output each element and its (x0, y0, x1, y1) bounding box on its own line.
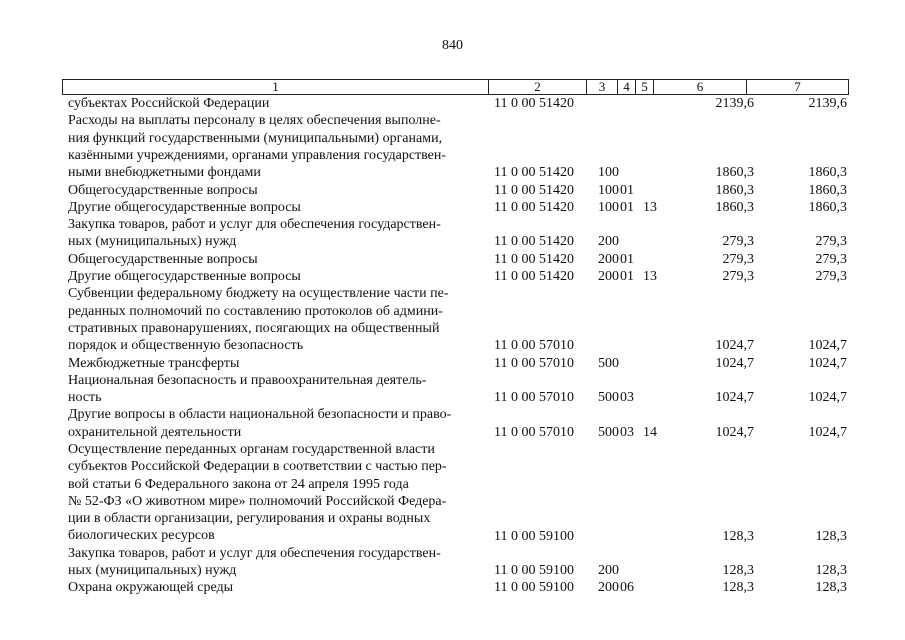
row-name-line: Субвенции федеральному бюджету на осуществление части пе- (68, 286, 449, 302)
row-name-line: порядок и общественную безопасность (68, 338, 304, 354)
row-vr: 500 (598, 390, 619, 406)
row-name-line: Общегосударственные вопросы (68, 251, 258, 267)
header-col-5: 5 (636, 80, 654, 94)
row-code: 11 0 00 51420 (494, 96, 574, 111)
row-name-line: Расходы на выплаты персоналу в целях обеспечения выполне- (68, 113, 441, 129)
row-name (68, 251, 486, 268)
row-value-7: 128,3 (815, 580, 847, 596)
row-name-line: Осуществление переданных органам государственной власти (68, 442, 435, 457)
row-name-line: вой статьи 6 Федерального закона от 24 апреля 1995 года (68, 476, 409, 492)
row-value-6: 1860,3 (715, 182, 754, 198)
page-number: 840 (442, 38, 463, 53)
row-pr: 13 (643, 269, 657, 284)
row-value-6: 279,3 (722, 269, 754, 284)
row-name-line: № 52-ФЗ «О животном мире» полномочий Российской Федера- (68, 493, 447, 509)
row-pr: 14 (643, 424, 657, 440)
header-col-6: 6 (654, 80, 747, 94)
row-name-line: субъектов Российской Федерации в соответствии с частью пер- (68, 459, 447, 475)
row-name (68, 112, 486, 181)
row-name (68, 285, 486, 354)
row-vr: 200 (598, 269, 619, 284)
row-value-6: 128,3 (722, 528, 754, 544)
table-header (62, 79, 849, 95)
row-name (68, 355, 486, 372)
row-value-7: 1024,7 (808, 355, 847, 371)
row-value-7: 1024,7 (808, 338, 847, 354)
row-value-7: 128,3 (815, 528, 847, 544)
row-value-6: 1860,3 (715, 199, 754, 215)
row-name-line: казёнными учреждениями, органами управления государствен- (68, 147, 447, 163)
row-name-line: ность (68, 390, 102, 406)
row-value-6: 1024,7 (715, 355, 754, 371)
row-vr: 200 (598, 234, 619, 250)
row-name-line: Закупка товаров, работ и услуг для обеспечения государствен- (68, 217, 441, 233)
row-name-line: ния функций государственными (муниципальными) органами, (68, 130, 443, 146)
row-pr: 13 (643, 199, 657, 215)
row-value-7: 279,3 (815, 251, 847, 267)
row-name (68, 545, 486, 580)
row-value-7: 1860,3 (808, 199, 847, 215)
row-name-line: Охрана окружающей среды (68, 580, 234, 596)
row-value-7: 1860,3 (808, 182, 847, 198)
row-code: 11 0 00 57010 (494, 355, 574, 371)
row-name-line: стративных правонарушениях, посягающих на общественный (68, 320, 440, 336)
header-col-7: 7 (794, 79, 801, 94)
row-value-7: 1860,3 (808, 165, 847, 181)
row-vr: 200 (598, 580, 619, 596)
row-rz: 01 (620, 269, 634, 284)
row-value-7: 1024,7 (808, 424, 847, 440)
row-name-line: ции в области организации, регулирования и охраны водных (68, 511, 431, 527)
row-name-line: Другие общегосударственные вопросы (68, 199, 301, 215)
header-col-3: 3 (587, 80, 618, 94)
row-name-line: Межбюджетные трансферты (68, 355, 240, 371)
row-value-7: 279,3 (815, 269, 847, 284)
row-name (68, 406, 486, 441)
row-rz: 03 (620, 424, 634, 440)
row-name-line: Общегосударственные вопросы (68, 182, 258, 198)
row-value-7: 279,3 (815, 234, 847, 250)
row-value-6: 1024,7 (715, 390, 754, 406)
row-name-line: Национальная безопасность и правоохранительная деятель- (68, 372, 427, 388)
row-name-line: ных (муниципальных) нужд (68, 563, 237, 579)
row-name (68, 95, 486, 112)
row-name-line: ными внебюджетными фондами (68, 165, 261, 181)
row-name (68, 216, 486, 251)
row-name (68, 372, 486, 407)
row-code: 11 0 00 59100 (494, 563, 574, 579)
row-value-7: 2139,6 (808, 96, 847, 111)
row-value-6: 279,3 (722, 251, 754, 267)
row-name (68, 268, 486, 285)
row-rz: 01 (620, 251, 634, 267)
row-value-6: 128,3 (722, 563, 754, 579)
row-name-line: Закупка товаров, работ и услуг для обеспечения государствен- (68, 545, 441, 561)
row-value-6: 128,3 (722, 580, 754, 596)
row-name-line: Другие общегосударственные вопросы (68, 269, 301, 284)
row-rz: 03 (620, 390, 634, 406)
row-name-line: ных (муниципальных) нужд (68, 234, 237, 250)
row-name-line: реданных полномочий по составлению протоколов об админи- (68, 303, 443, 319)
row-code: 11 0 00 51420 (494, 269, 574, 284)
row-code: 11 0 00 57010 (494, 338, 574, 354)
row-rz: 06 (620, 580, 634, 596)
row-value-6: 2139,6 (715, 96, 754, 111)
row-vr: 100 (598, 182, 619, 198)
row-code: 11 0 00 59100 (494, 528, 574, 544)
row-vr: 500 (598, 424, 619, 440)
row-value-6: 1024,7 (715, 338, 754, 354)
row-code: 11 0 00 57010 (494, 424, 574, 440)
row-code: 11 0 00 51420 (494, 182, 574, 198)
row-name (68, 579, 486, 596)
row-rz: 01 (620, 182, 634, 198)
row-code: 11 0 00 51420 (494, 234, 574, 250)
row-vr: 200 (598, 563, 619, 579)
row-value-7: 1024,7 (808, 390, 847, 406)
row-vr: 100 (598, 199, 619, 215)
row-vr: 200 (598, 251, 619, 267)
row-code: 11 0 00 51420 (494, 165, 574, 181)
row-name (68, 441, 486, 545)
row-name-line: биологических ресурсов (68, 528, 215, 544)
row-vr: 500 (598, 355, 619, 371)
row-rz: 01 (620, 199, 634, 215)
row-value-6: 1024,7 (715, 424, 754, 440)
row-value-6: 1860,3 (715, 165, 754, 181)
row-name-line: субъектах Российской Федерации (68, 96, 270, 111)
row-code: 11 0 00 57010 (494, 390, 574, 406)
header-col-2: 2 (489, 80, 587, 94)
row-code: 11 0 00 59100 (494, 580, 574, 596)
row-value-6: 279,3 (722, 234, 754, 250)
row-value-7: 128,3 (815, 563, 847, 579)
header-col-4: 4 (618, 80, 636, 94)
header-col-1: 1 (63, 80, 489, 94)
row-code: 11 0 00 51420 (494, 199, 574, 215)
row-name (68, 182, 486, 199)
row-name-line: охранительной деятельности (68, 424, 242, 440)
row-vr: 100 (598, 165, 619, 181)
row-name (68, 199, 486, 216)
row-code: 11 0 00 51420 (494, 251, 574, 267)
row-name-line: Другие вопросы в области национальной безопасности и право- (68, 407, 452, 423)
